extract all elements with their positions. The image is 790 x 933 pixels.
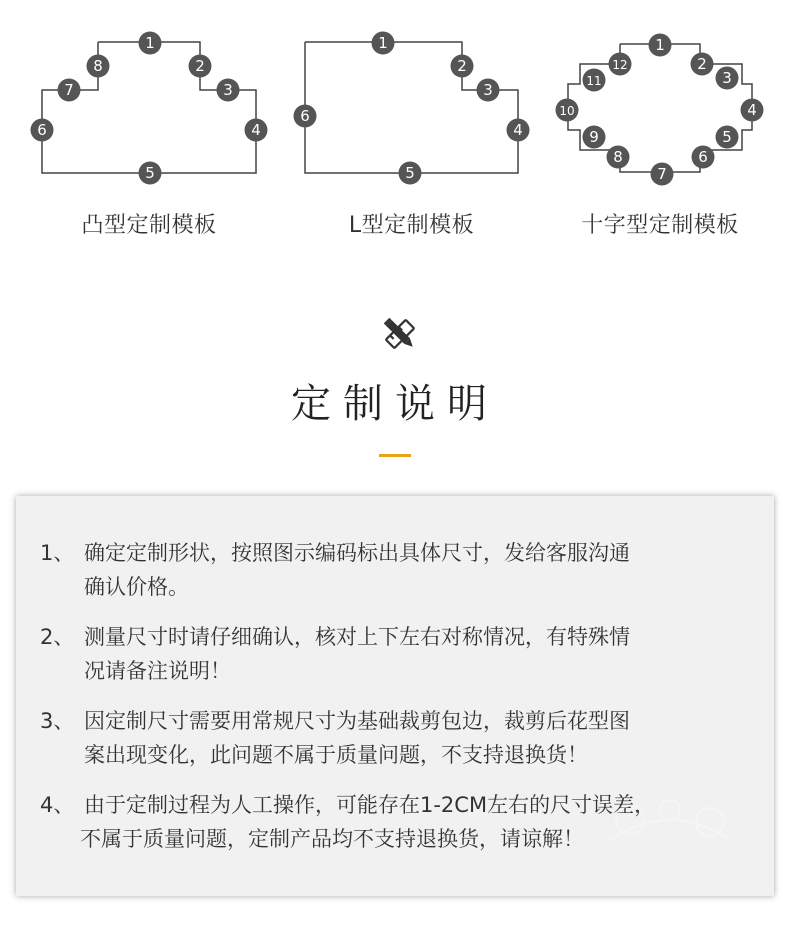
svg-text:4: 4 [747,101,757,119]
svg-text:8: 8 [93,57,103,75]
svg-text:8: 8 [613,148,623,166]
svg-text:4: 4 [251,121,261,139]
l-shape-marker-5 [399,162,422,185]
note-text-continued: 案出现变化，此问题不属于质量问题，不支持退换货！ [84,743,588,767]
l-shape-marker-3 [477,79,500,102]
watermark-ornament-icon [590,780,750,860]
svg-text:5: 5 [722,128,732,146]
note-number: 4、 [40,793,75,817]
note-text: 确定定制形状，按照图示编码标出具体尺寸，发给客服沟通 [84,541,630,565]
svg-text:3: 3 [722,69,732,87]
cross-marker-4 [741,99,764,122]
svg-text:10: 10 [559,104,575,118]
cross-marker-9 [583,126,606,149]
svg-text:11: 11 [586,74,602,88]
note-number: 1、 [40,541,75,565]
svg-text:2: 2 [457,57,467,75]
svg-text:9: 9 [589,128,599,146]
cross-marker-12 [609,53,632,76]
l-shape-caption: L型定制模板 [348,213,475,238]
note-1 [40,536,760,604]
note-text-continued: 况请备注说明！ [84,659,231,683]
svg-text:6: 6 [698,148,708,166]
cross-marker-6 [692,146,715,169]
svg-text:5: 5 [405,164,415,182]
note-text: 因定制尺寸需要用常规尺寸为基础裁剪包边，裁剪后花型图 [84,709,630,733]
cross-marker-7 [651,163,674,186]
l-shape-marker-2 [451,55,474,78]
title-underline [379,454,411,457]
section-title: 定制说明 [291,381,499,427]
convex-caption: 凸型定制模板 [81,213,217,238]
svg-text:6: 6 [300,107,310,125]
note-2 [40,620,760,688]
cross-marker-3 [716,67,739,90]
cross-shape-diagram [568,44,752,172]
convex-marker-1 [139,32,162,55]
note-text-continued: 不属于质量问题，定制产品均不支持退换货，请谅解！ [80,827,584,851]
l-shape-marker-6 [294,105,317,128]
note-3 [40,704,760,772]
convex-marker-7 [58,79,81,102]
svg-text:1: 1 [655,36,665,54]
cross-marker-2 [691,53,714,76]
cross-marker-5 [716,126,739,149]
cross-marker-8 [607,146,630,169]
svg-text:5: 5 [145,164,155,182]
cross-marker-11 [583,69,606,92]
convex-shape-diagram [42,42,256,173]
shape-diagrams [0,0,790,200]
cross-marker-10 [556,99,579,122]
convex-marker-4 [245,119,268,142]
svg-text:7: 7 [657,165,667,183]
convex-marker-6 [31,119,54,142]
svg-text:4: 4 [513,121,523,139]
svg-text:2: 2 [697,55,707,73]
note-number: 2、 [40,625,75,649]
svg-text:7: 7 [64,81,74,99]
convex-marker-5 [139,162,162,185]
l-shape-diagram [305,42,518,173]
l-shape-marker-1 [372,32,395,55]
svg-text:3: 3 [223,81,233,99]
convex-marker-8 [87,55,110,78]
l-shape-marker-4 [507,119,530,142]
cross-caption: 十字型定制模板 [581,213,739,238]
convex-marker-2 [189,55,212,78]
svg-text:3: 3 [483,81,493,99]
note-text-continued: 确认价格。 [84,575,189,599]
note-text: 由于定制过程为人工操作，可能存在1-2CM左右的尺寸误差， [84,793,656,817]
pencil-ruler-icon [378,312,422,356]
cross-marker-1 [649,34,672,57]
note-text: 测量尺寸时请仔细确认，核对上下左右对称情况，有特殊情 [84,625,630,649]
svg-text:2: 2 [195,57,205,75]
svg-text:1: 1 [378,34,388,52]
svg-text:1: 1 [145,34,155,52]
svg-text:6: 6 [37,121,47,139]
convex-marker-3 [217,79,240,102]
svg-text:12: 12 [612,58,628,72]
note-number: 3、 [40,709,75,733]
